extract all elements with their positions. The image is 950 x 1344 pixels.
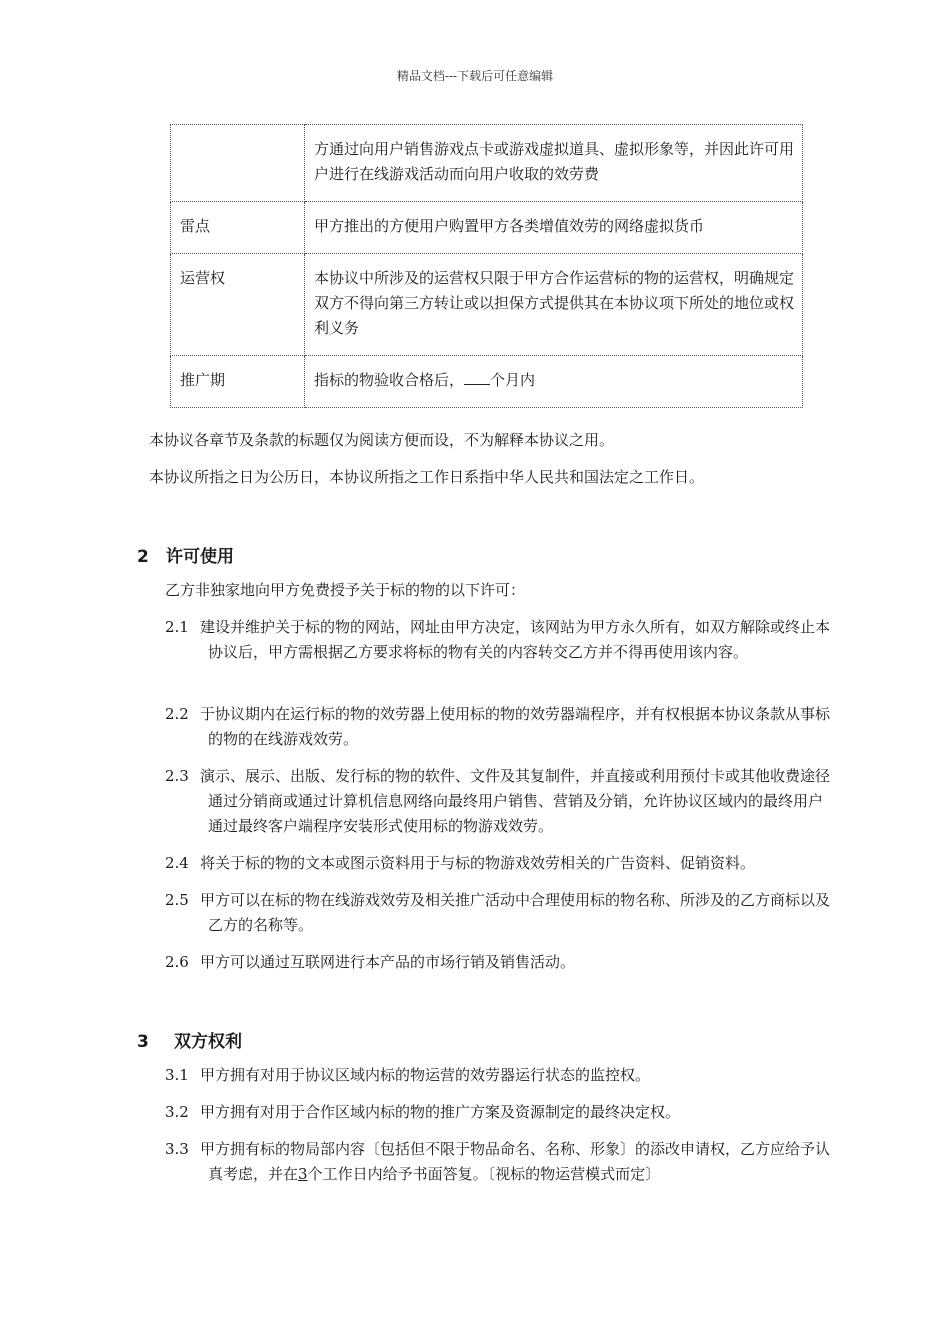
blank-field (464, 368, 490, 385)
table-row (171, 125, 803, 202)
section-heading (137, 542, 234, 567)
item-number: 3.2 (165, 1103, 189, 1121)
page-header: 精品文档---下载后可任意编辑 (396, 69, 554, 83)
item-text-part: 个工作日内给予书面答复。〔视标的物运营模式而定〕 (307, 1165, 661, 1183)
term-cell (171, 125, 305, 202)
definitions-table (170, 124, 803, 408)
desc-text: 指标的物验收合格后， (314, 371, 465, 389)
list-item (165, 1100, 837, 1125)
section-number: 2 (137, 547, 149, 567)
desc-cell: 本协议中所涉及的运营权只限于甲方合作运营标的物的运营权，明确规定双方不得向第三方转让或以担保方式提供其在本协议项下所处的地位或权利义务 (305, 254, 803, 356)
item-number: 2.1 (165, 618, 189, 636)
item-number: 2.2 (165, 705, 189, 723)
term-cell: 运营权 (171, 254, 305, 356)
desc-cell (305, 356, 803, 408)
list-item (165, 764, 837, 839)
section-title: 许可使用 (166, 547, 234, 567)
section-heading (137, 1027, 242, 1052)
table-row (171, 254, 803, 356)
item-number: 2.4 (165, 854, 189, 872)
section-intro: 乙方非独家地向甲方免费授予关于标的物的以下许可： (165, 581, 526, 599)
item-text: 甲方拥有对用于协议区域内标的物运营的效劳器运行状态的监控权。 (200, 1066, 651, 1084)
list-item (165, 1137, 837, 1187)
table-row (171, 202, 803, 254)
item-text: 将关于标的物的文本或图示资料用于与标的物游戏效劳相关的广告资料、促销资料。 (200, 854, 756, 872)
item-text: 甲方可以通过互联网进行本产品的市场行销及销售活动。 (200, 953, 576, 971)
item-text (165, 1137, 837, 1187)
desc-text: 个月内 (490, 371, 536, 389)
section-title: 双方权利 (174, 1032, 242, 1052)
list-item (165, 851, 837, 876)
list-item (165, 615, 837, 665)
item-text: 甲方可以在标的物在线游戏效劳及相关推广活动中合理使用标的物名称、所涉及的乙方商标以及乙方的名称等。 (200, 891, 831, 934)
term-cell: 雷点 (171, 202, 305, 254)
item-number: 3.1 (165, 1066, 189, 1084)
item-text-part: 甲方拥有标的物局部内容〔包括但不限于物品命名、名称、形象〕的添改申请权，乙方应给予认真考虑，并在 (200, 1140, 831, 1183)
item-number: 3.3 (165, 1140, 189, 1158)
note-paragraph: 本协议所指之日为公历日，本协议所指之工作日系指中华人民共和国法定之工作日。 (149, 468, 705, 486)
item-number: 2.3 (165, 767, 189, 785)
note-paragraph: 本协议各章节及条款的标题仅为阅读方便而设，不为解释本协议之用。 (149, 431, 615, 449)
item-number: 2.6 (165, 953, 189, 971)
list-item (165, 702, 837, 752)
list-item (165, 950, 837, 975)
item-text: 于协议期内在运行标的物的效劳器上使用标的物的效劳器端程序，并有权根据本协议条款从事标的物的在线游戏效劳。 (200, 705, 831, 748)
term-cell: 推广期 (171, 356, 305, 408)
list-item (165, 888, 837, 938)
item-text: 甲方拥有对用于合作区域内标的物的推广方案及资源制定的最终决定权。 (200, 1103, 681, 1121)
days-value: 3 (298, 1165, 308, 1183)
section-number: 3 (137, 1032, 149, 1052)
item-number: 2.5 (165, 891, 189, 909)
list-item (165, 1063, 837, 1088)
table-row (171, 356, 803, 408)
desc-cell: 方通过向用户销售游戏点卡或游戏虚拟道具、虚拟形象等，并因此许可用户进行在线游戏活动而向用户收取的效劳费 (305, 125, 803, 202)
desc-cell: 甲方推出的方便用户购置甲方各类增值效劳的网络虚拟货币 (305, 202, 803, 254)
item-text: 建设并维护关于标的物的网站，网址由甲方决定，该网站为甲方永久所有，如双方解除或终止本协议后，甲方需根据乙方要求将标的物有关的内容转交乙方并不得再使用该内容。 (200, 618, 831, 661)
item-text: 演示、展示、出版、发行标的物的软件、文件及其复制件，并直接或利用预付卡或其他收费途径通过分销商或通过计算机信息网络向最终用户销售、营销及分销，允许协议区域内的最终用户通过最终客户端程序安装形式使用标的物游戏效劳。 (200, 767, 831, 835)
